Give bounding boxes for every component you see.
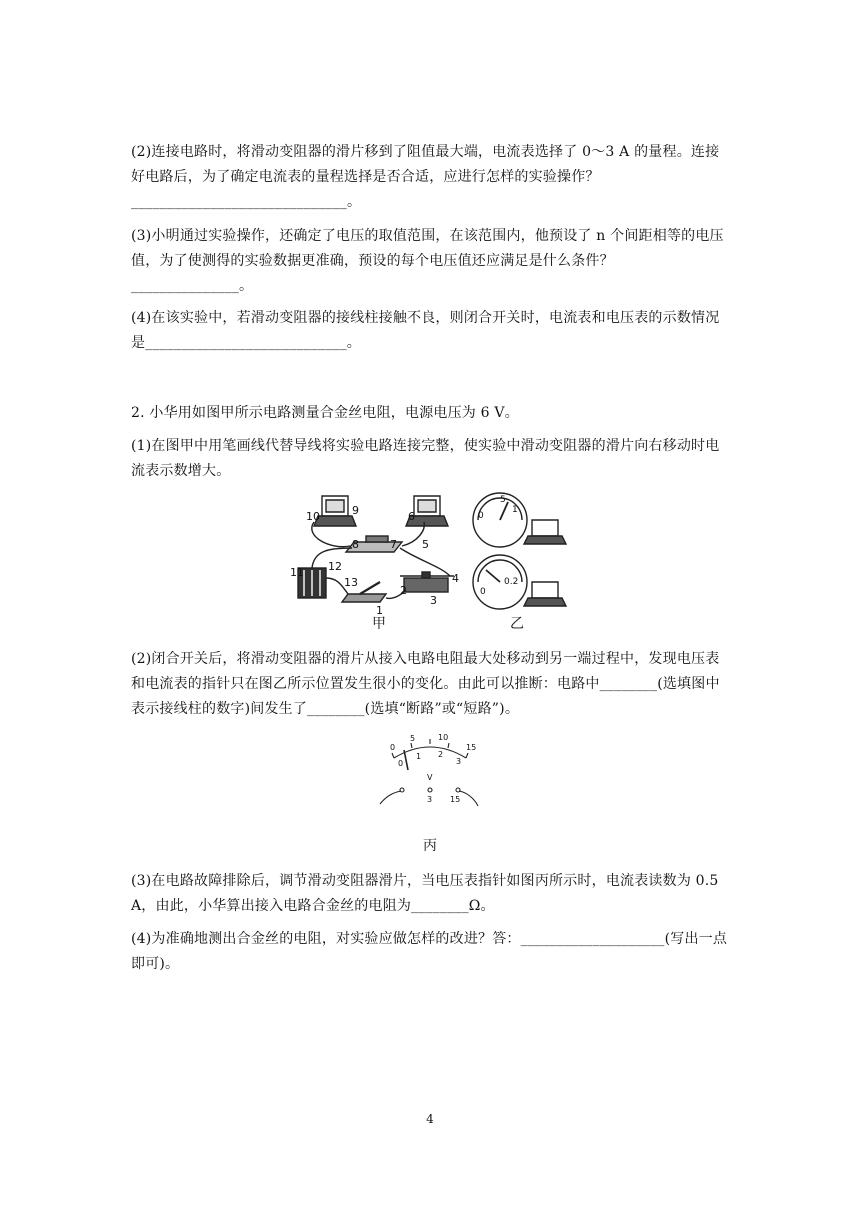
dial-scale-label: 5 xyxy=(500,495,506,505)
figure-jia-yi xyxy=(290,490,590,635)
q1-part4: (4)在该实验中，若滑动变阻器的接线柱接触不良，则闭合开关时，电流表和电压表的示数情况是____________________________。 xyxy=(131,310,720,351)
dial-scale-label: 0 xyxy=(480,587,486,597)
terminal-label: 9 xyxy=(352,504,359,517)
dial-scale-label: 0 xyxy=(478,511,484,521)
terminal-label: 10 xyxy=(306,510,320,523)
scale-label: 0 xyxy=(398,759,404,768)
scale-label: 3 xyxy=(456,757,462,766)
dial-scale-label: 1 xyxy=(512,505,518,515)
figure-caption-yi: 乙 xyxy=(510,616,524,632)
rheostat-icon xyxy=(400,572,454,592)
figure-bing-voltmeter xyxy=(370,730,490,810)
q2-part1: (1)在图甲中用笔画线代替导线将实验电路连接完整，使实验中滑动变阻器的滑片向右移动时电流表示数增大。 xyxy=(131,438,720,479)
page-number: 4 xyxy=(426,1112,434,1126)
q1-part2: (2)连接电路时，将滑动变阻器的滑片移到了阻值最大端，电流表选择了 0～3 A 的量程。连接好电路后，为了确定电流表的量程选择是否合适，应进行怎样的实验操作？______________________________。 xyxy=(131,144,720,210)
terminal-label: 11 xyxy=(290,566,304,579)
figure-caption-jia: 甲 xyxy=(372,616,386,632)
terminal-label: 2 xyxy=(400,584,407,597)
terminal-label: 3 xyxy=(430,594,437,607)
terminal-label: 5 xyxy=(422,538,429,551)
terminal-label: 7 xyxy=(390,538,397,551)
terminal-label: 6 xyxy=(408,510,415,523)
q2-part3: (3)在电路故障排除后，调节滑动变阻器滑片，当电压表指针如图丙所示时，电流表读数为 0.5 A，由此，小华算出接入电路合金丝的电阻为________Ω。 xyxy=(131,873,719,914)
terminal-label: 13 xyxy=(344,576,358,589)
dial-scale-label: 0.2 xyxy=(504,577,519,587)
terminal-label: 15 xyxy=(450,795,461,804)
needle-icon xyxy=(404,750,408,770)
q2-stem: 2. 小华用如图甲所示电路测量合金丝电阻，电源电压为 6 V。 xyxy=(131,405,519,421)
q2-part2: (2)闭合开关后，将滑动变阻器的滑片从接入电路电阻最大处移动到另一端过程中，发现电压表和电流表的指针只在图乙所示位置发生很小的变化。由此可以推断：电路中________(选填图中表示接线柱的数字)间发生了________(选填“断路”或“短路”)。 xyxy=(131,651,720,717)
terminal-label: 4 xyxy=(452,572,459,585)
q1-part3: (3)小明通过实验操作，还确定了电压的取值范围，在该范围内，他预设了 n 个间距相等的电压值，为了使测得的实验数据更准确，预设的每个电压值还应满足是什么条件？_______________。 xyxy=(131,228,724,294)
voltmeter-dial-icon xyxy=(473,493,566,547)
q2-part4: (4)为准确地测出合金丝的电阻，对实验应做怎样的改进？答：____________________(写出一点即可)。 xyxy=(131,931,728,972)
scale-label: 15 xyxy=(466,743,477,752)
terminal-label: 12 xyxy=(328,560,342,573)
terminal-label: 1 xyxy=(376,604,383,617)
scale-label: 0 xyxy=(390,743,396,752)
voltmeter-icon xyxy=(314,496,356,526)
ammeter-dial-icon xyxy=(473,555,566,609)
terminal-label: 3 xyxy=(427,795,433,804)
scale-label: 1 xyxy=(416,752,422,761)
scale-label: 10 xyxy=(438,733,449,742)
meter-symbol: V xyxy=(427,773,433,782)
figure-caption-bing: 丙 xyxy=(423,838,437,854)
terminal-label: 8 xyxy=(352,538,359,551)
scale-label: 2 xyxy=(438,750,444,759)
scale-label: 5 xyxy=(410,734,416,743)
